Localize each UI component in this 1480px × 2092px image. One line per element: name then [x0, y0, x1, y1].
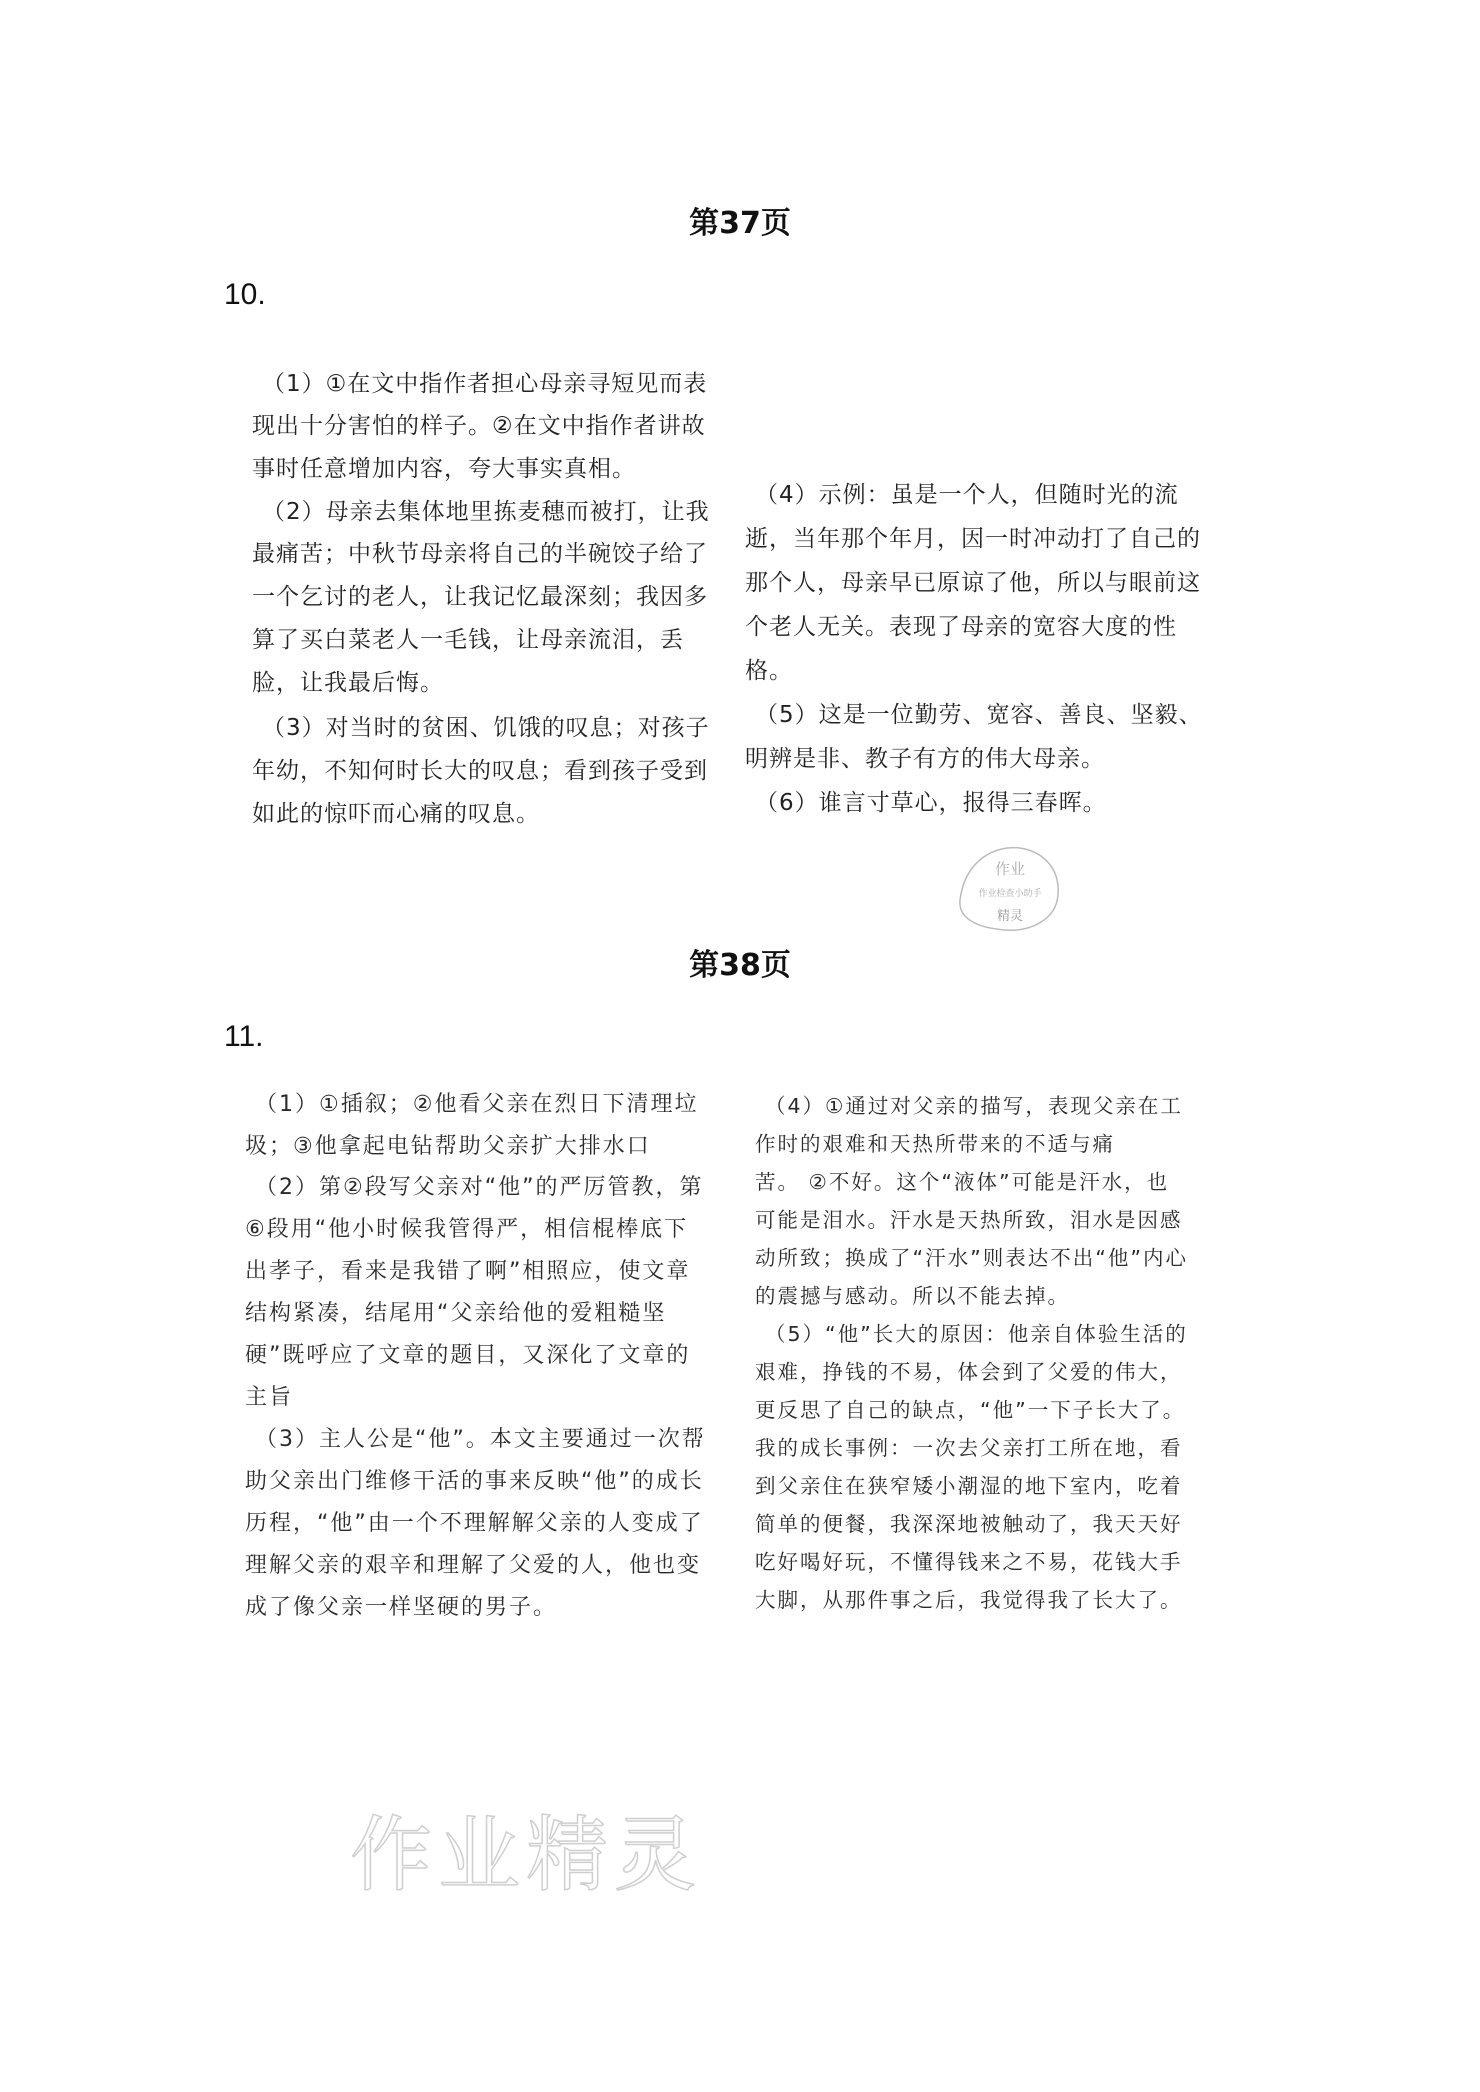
answer-line: （1）①插叙；②他看父亲在烈日下清理垃	[255, 1092, 699, 1117]
svg-text:作业: 作业	[994, 860, 1026, 878]
answer-line: 那个人，母亲早已原谅了他，所以与眼前这	[745, 570, 1201, 596]
answer-line: 的震撼与感动。所以不能去掉。	[755, 1284, 1070, 1308]
answer-line: 作时的艰难和天热所带来的不适与痛	[755, 1132, 1115, 1156]
svg-text:精灵: 精灵	[996, 909, 1024, 924]
answer-line: 我的成长事例：一次去父亲打工所在地，看	[755, 1436, 1183, 1460]
answer-line: （2）第②段写父亲对“他”的严厉管教，第	[255, 1175, 704, 1200]
answer-line: 圾；③他拿起电钻帮助父亲扩大排水口	[245, 1134, 651, 1159]
answer-line: 如此的惊吓而心痛的叹息。	[252, 801, 540, 827]
answer-line: 明辨是非、教子有方的伟大母亲。	[745, 746, 1105, 772]
answer-line: 出孝子，看来是我错了啊”相照应，使文章	[245, 1259, 691, 1284]
answer-line: 个老人无关。表现了母亲的宽容大度的性	[745, 614, 1177, 640]
answer-line: 硬”既呼应了文章的题目，又深化了文章的	[245, 1343, 691, 1368]
answer-line: ⑥段用“他小时候我管得严，相信棍棒底下	[245, 1217, 689, 1242]
question-number-11: 11.	[224, 1020, 264, 1053]
answer-line: 一个乞讨的老人，让我记忆最深刻；我因多	[252, 584, 708, 610]
answer-line: 年幼，不知何时长大的叹息；看到孩子受到	[252, 758, 708, 784]
answer-line: 成了像父亲一样坚硬的男子。	[245, 1595, 558, 1620]
answer-line: （4）示例：虽是一个人，但随时光的流	[755, 482, 1179, 508]
answer-line: 主旨	[245, 1385, 294, 1410]
page-title-38: 第38页	[689, 948, 791, 983]
answer-line: 脸，让我最后悔。	[252, 670, 444, 696]
answer-line: （6）谁言寸草心，报得三春晖。	[755, 790, 1107, 816]
answer-line: 简单的便餐，我深深地被触动了，我天天好	[755, 1512, 1183, 1536]
answer-line: 算了买白菜老人一毛钱，让母亲流泪，丢	[252, 627, 684, 653]
answer-line: 历程，“他”由一个不理解解父亲的人变成了	[245, 1511, 704, 1536]
answer-line: 可能是泪水。汗水是天热所致，泪水是因感	[755, 1208, 1183, 1232]
answer-line: （5）这是一位勤劳、宽容、善良、坚毅、	[755, 702, 1203, 728]
answer-line: 事时任意增加内容，夸大事实真相。	[252, 456, 636, 482]
stamp-logo-icon	[950, 840, 1070, 935]
answer-line: 助父亲出门维修干活的事来反映“他”的成长	[245, 1469, 704, 1494]
answer-line: 现出十分害怕的样子。②在文中指作者讲故	[252, 413, 706, 439]
answer-line: 到父亲住在狭窄矮小潮湿的地下室内，吃着	[755, 1474, 1183, 1498]
answer-line: 理解父亲的艰辛和理解了父爱的人，他也变	[245, 1553, 702, 1578]
answer-line: 艰难，挣钱的不易，体会到了父爱的伟大，	[755, 1360, 1183, 1384]
answer-line: （3）对当时的贫困、饥饿的叹息；对孩子	[262, 715, 710, 741]
answer-line: 最痛苦；中秋节母亲将自己的半碗饺子给了	[252, 541, 708, 567]
question-number-10: 10.	[224, 278, 266, 311]
answer-line: 大脚，从那件事之后，我觉得我了长大了。	[755, 1588, 1183, 1612]
answer-line: （2）母亲去集体地里拣麦穗而被打，让我	[262, 499, 710, 525]
answer-line: 动所致；换成了“汗水”则表达不出“他”内心	[755, 1246, 1188, 1270]
answer-line: 吃好喝好玩，不懂得钱来之不易，花钱大手	[755, 1550, 1183, 1574]
answer-line: 逝，当年那个年月，因一时冲动打了自己的	[745, 526, 1201, 552]
answer-line: （4）①通过对父亲的描写，表现父亲在工	[765, 1094, 1183, 1118]
answer-line: 结构紧凑，结尾用“父亲给他的爱粗糙坚	[245, 1301, 667, 1326]
answer-line: 格。	[745, 658, 793, 684]
answer-line: 更反思了自己的缺点，“他”一下子长大了。	[755, 1398, 1186, 1422]
answer-line: （3）主人公是“他”。本文主要通过一次帮	[255, 1427, 706, 1452]
answer-line: （5）“他”长大的原因：他亲自体验生活的	[765, 1322, 1188, 1346]
page-title-37: 第37页	[689, 206, 791, 241]
svg-text:作业检查小助手: 作业检查小助手	[978, 889, 1042, 899]
watermark: 作业精灵	[350, 1808, 703, 1903]
answer-line: （1）①在文中指作者担心母亲寻短见而表	[262, 371, 708, 397]
answer-line: 苦。 ②不好。这个“液体”可能是汗水，也	[755, 1170, 1170, 1194]
